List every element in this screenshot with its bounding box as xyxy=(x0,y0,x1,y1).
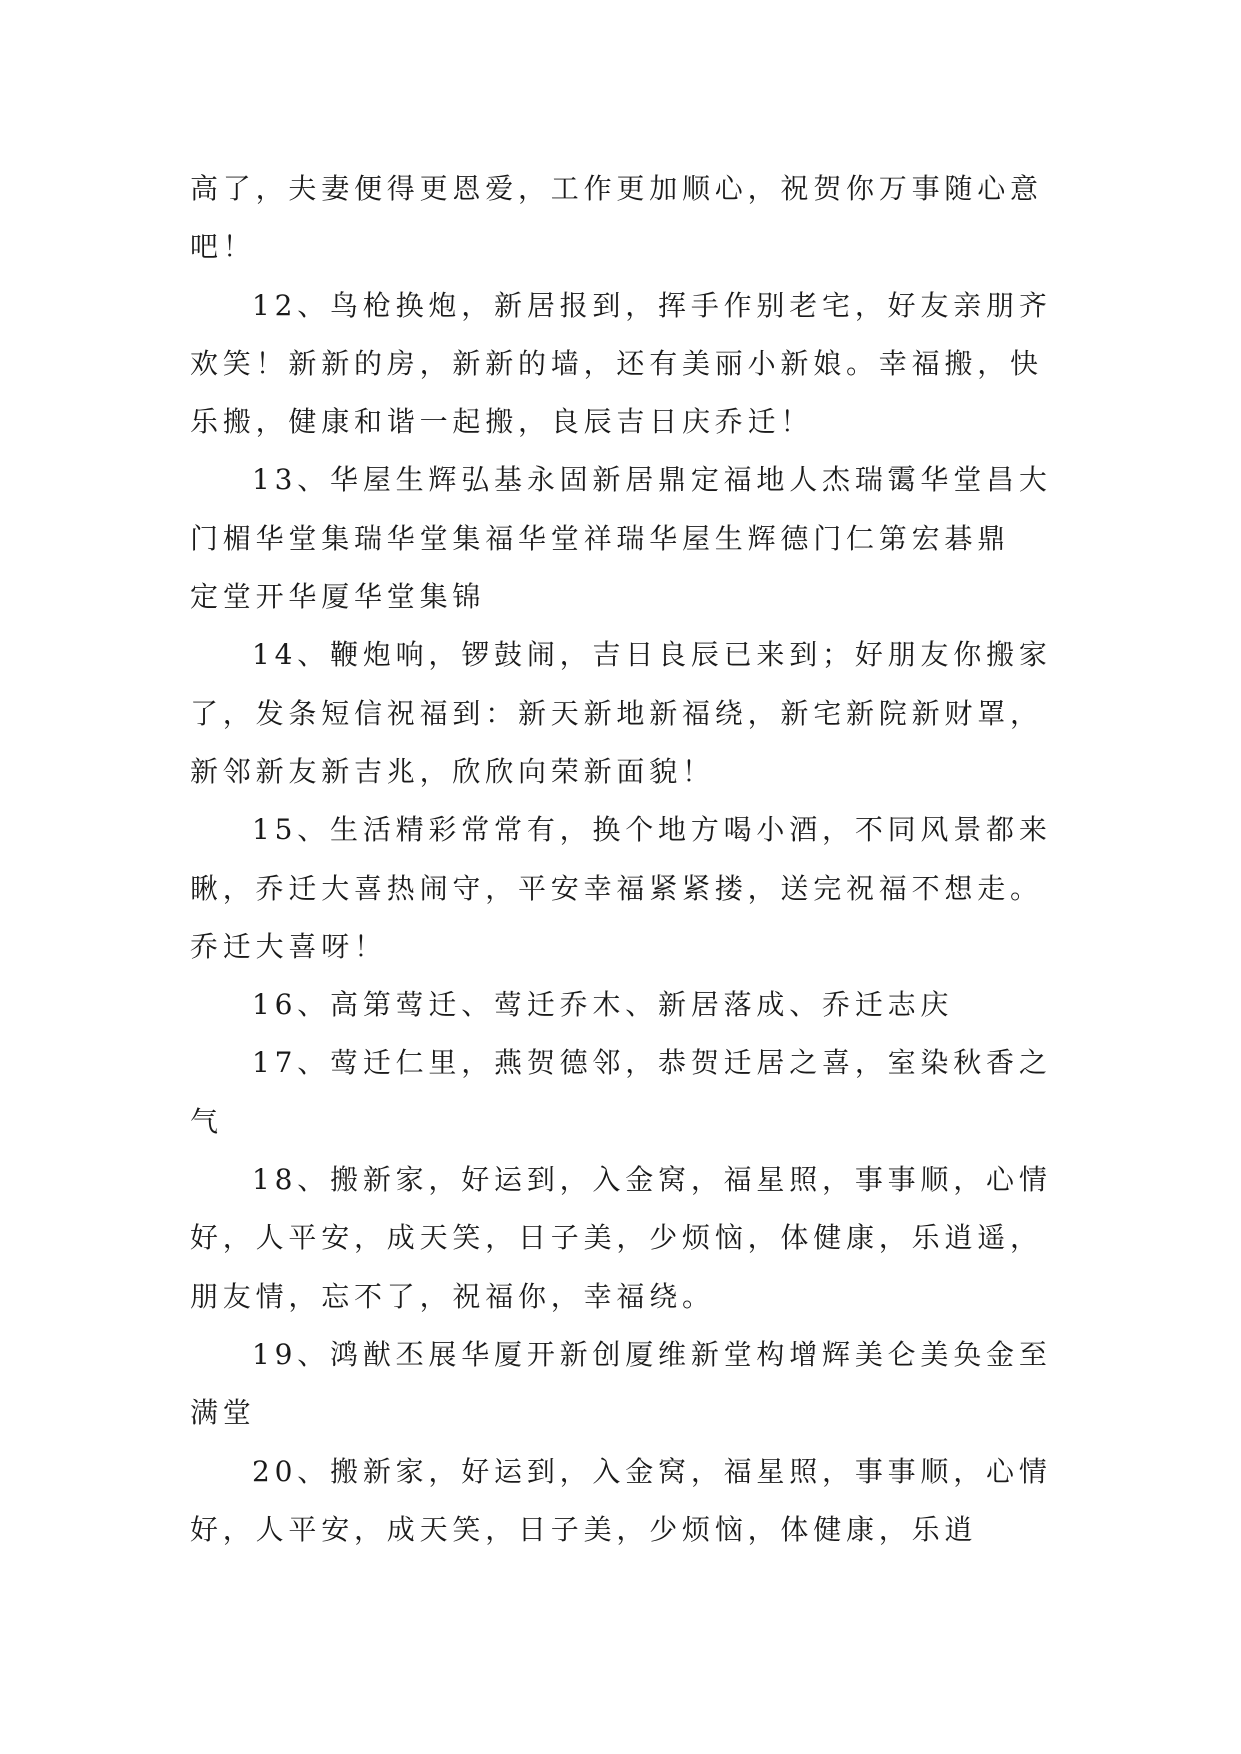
text-line: 朋友情，忘不了，祝福你，幸福绕。 xyxy=(190,1279,715,1313)
text-line: 欢笑！新新的房，新新的墙，还有美丽小新娘。幸福搬，快 xyxy=(190,346,1043,380)
text-line: 气 xyxy=(190,1104,223,1138)
text-line: 14、鞭炮响，锣鼓闹，吉日良辰已来到；好朋友你搬家 xyxy=(252,638,1052,672)
text-line: 19、鸿猷丕展华厦开新创厦维新堂构增辉美仑美奂金至 xyxy=(252,1337,1052,1371)
text-line: 13、华屋生辉弘基永固新居鼎定福地人杰瑞霭华堂昌大 xyxy=(252,463,1052,497)
text-line: 了，发条短信祝福到：新天新地新福绕，新宅新院新财罩， xyxy=(190,696,1043,730)
text-line: 乔迁大喜呀！ xyxy=(190,929,387,963)
text-line: 12、鸟枪换炮，新居报到，挥手作别老宅，好友亲朋齐 xyxy=(252,288,1052,322)
text-line: 门楣华堂集瑞华堂集福华堂祥瑞华屋生辉德门仁第宏碁鼎 xyxy=(190,521,1011,555)
text-line: 20、搬新家，好运到，入金窝，福星照，事事顺，心情 xyxy=(252,1454,1052,1488)
text-line: 16、高第莺迁、莺迁乔木、新居落成、乔迁志庆 xyxy=(252,988,954,1022)
document-body xyxy=(190,160,1090,1559)
text-line: 好，人平安，成天笑，日子美，少烦恼，体健康，乐逍遥， xyxy=(190,1221,1043,1255)
text-line: 瞅，乔迁大喜热闹守，平安幸福紧紧搂，送完祝福不想走。 xyxy=(190,871,1043,905)
text-line: 好，人平安，成天笑，日子美，少烦恼，体健康，乐逍 xyxy=(190,1512,978,1546)
text-line: 17、莺迁仁里，燕贺德邻，恭贺迁居之喜，室染秋香之 xyxy=(252,1046,1052,1080)
text-line: 定堂开华厦华堂集锦 xyxy=(190,580,486,614)
text-line: 15、生活精彩常常有，换个地方喝小酒，不同风景都来 xyxy=(252,813,1052,847)
text-line: 吧！ xyxy=(190,230,256,264)
text-line: 乐搬，健康和谐一起搬，良辰吉日庆乔迁！ xyxy=(190,405,814,439)
text-line: 18、搬新家，好运到，入金窝，福星照，事事顺，心情 xyxy=(252,1163,1052,1197)
text-line: 高了，夫妻便得更恩爱，工作更加顺心，祝贺你万事随心意 xyxy=(190,172,1043,205)
text-line: 新邻新友新吉兆，欣欣向荣新面貌！ xyxy=(190,754,715,788)
text-line: 满堂 xyxy=(190,1396,256,1430)
